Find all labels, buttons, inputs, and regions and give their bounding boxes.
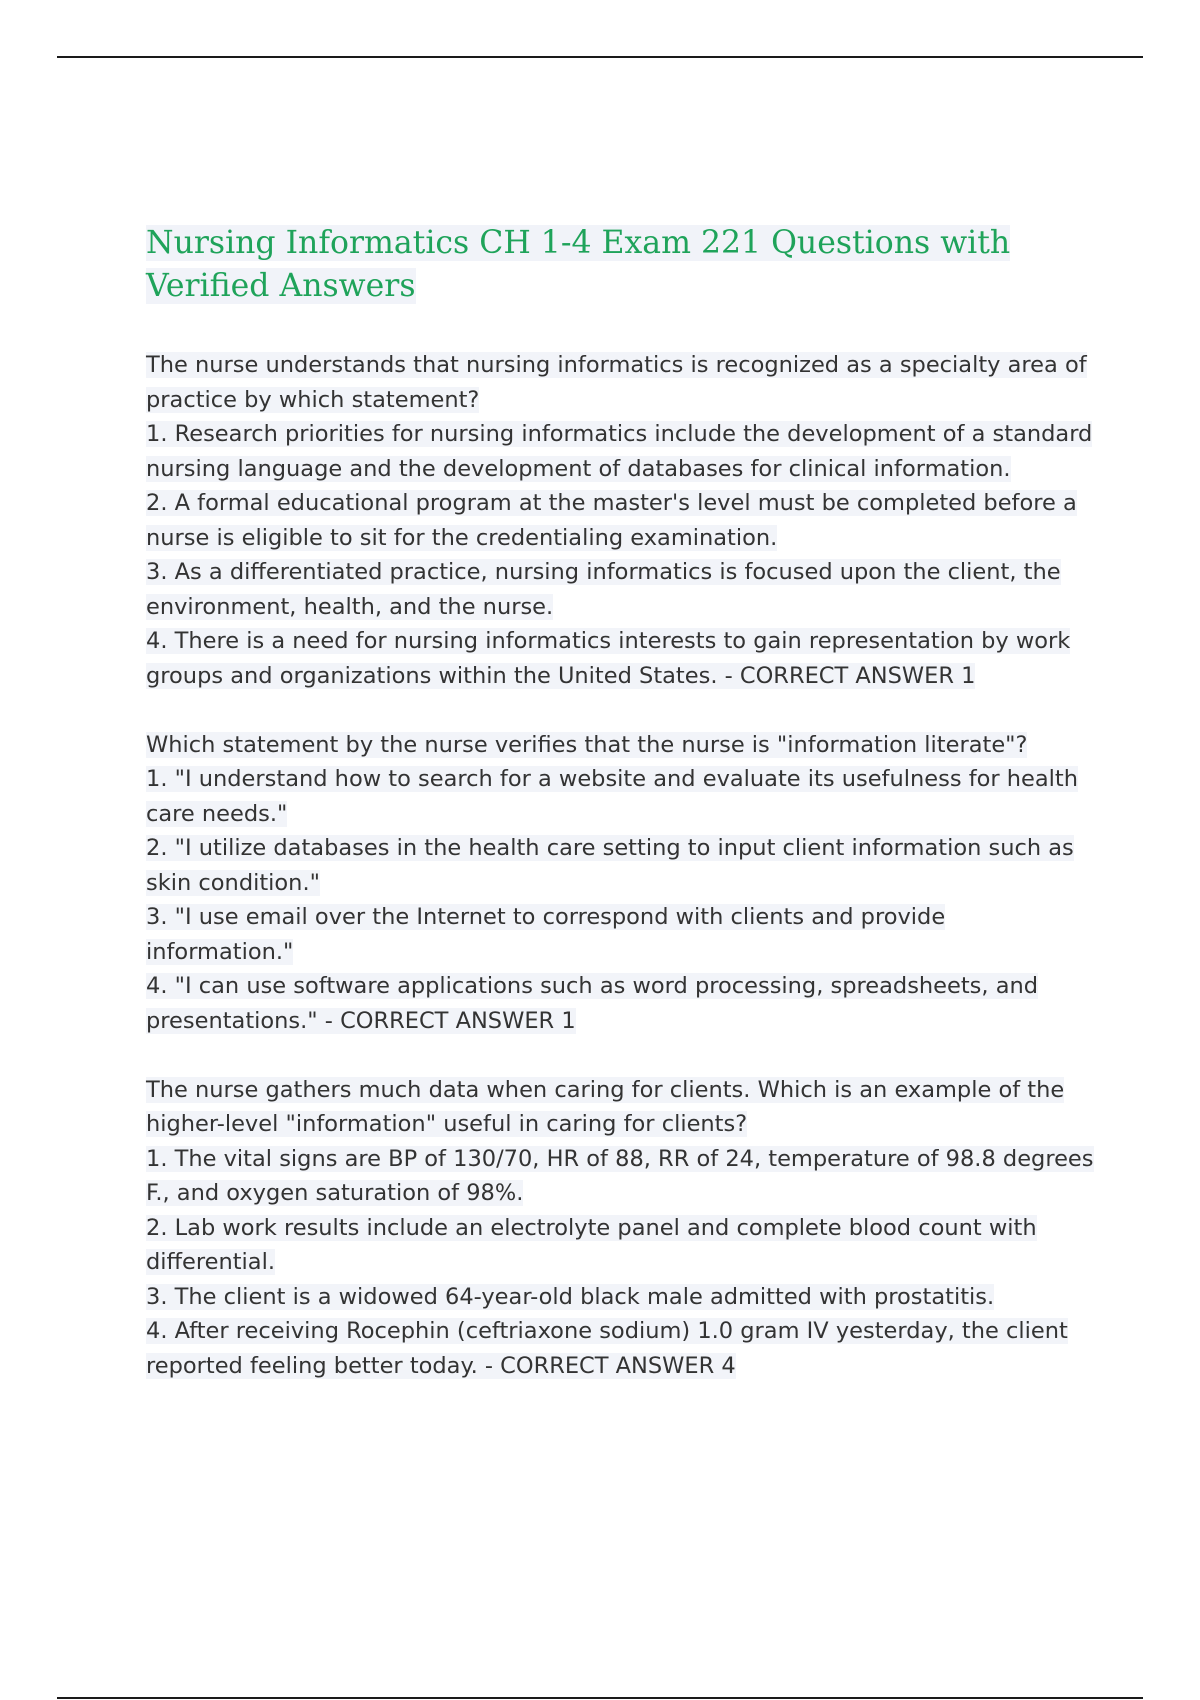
- answer-option: 1. Research priorities for nursing informatics include the development of a standard nursing language and the development of databases for clinical information.: [146, 421, 1093, 482]
- answer-option: 3. The client is a widowed 64-year-old black male admitted with prostatitis.: [146, 1283, 995, 1310]
- answer-option: 4. There is a need for nursing informatics interests to gain representation by work groups and organizations within the United States. - CORRECT ANSWER 1: [146, 628, 1071, 689]
- question-1: [146, 348, 1096, 693]
- header-rule: [57, 56, 1143, 58]
- answer-option: 3. "I use email over the Internet to correspond with clients and provide information.": [146, 904, 946, 965]
- answer-option: 2. A formal educational program at the master's level must be completed before a nurse is eligible to sit for the credentialing examination.: [146, 490, 1077, 551]
- footer-rule: [57, 1697, 1143, 1699]
- question-stem: The nurse understands that nursing informatics is recognized as a specialty area of practice by which statement?: [146, 352, 1087, 413]
- question-2: [146, 728, 1096, 1039]
- answer-option: 2. Lab work results include an electrolyte panel and complete blood count with differential.: [146, 1214, 1037, 1275]
- question-stem: The nurse gathers much data when caring for clients. Which is an example of the higher-level "information" useful in caring for clients?: [146, 1076, 1065, 1137]
- document-body: [146, 222, 1096, 1418]
- answer-option: 4. "I can use software applications such as word processing, spreadsheets, and presentations." - CORRECT ANSWER 1: [146, 973, 1039, 1034]
- answer-option: 2. "I utilize databases in the health care setting to input client information such as skin condition.": [146, 835, 1074, 896]
- document-title: Nursing Informatics CH 1-4 Exam 221 Questions with Verified Answers: [146, 225, 1011, 304]
- answer-option: 4. After receiving Rocephin (ceftriaxone sodium) 1.0 gram IV yesterday, the client reported feeling better today. - CORRECT ANSWER 4: [146, 1318, 1068, 1379]
- question-3: [146, 1073, 1096, 1384]
- answer-option: 3. As a differentiated practice, nursing informatics is focused upon the client, the environment, health, and the nurse.: [146, 559, 1061, 620]
- question-stem: Which statement by the nurse verifies that the nurse is "information literate"?: [146, 731, 1028, 758]
- answer-option: 1. The vital signs are BP of 130/70, HR of 88, RR of 24, temperature of 98.8 degrees F., and oxygen saturation of 98%.: [146, 1145, 1094, 1206]
- answer-option: 1. "I understand how to search for a website and evaluate its usefulness for health care needs.": [146, 766, 1079, 827]
